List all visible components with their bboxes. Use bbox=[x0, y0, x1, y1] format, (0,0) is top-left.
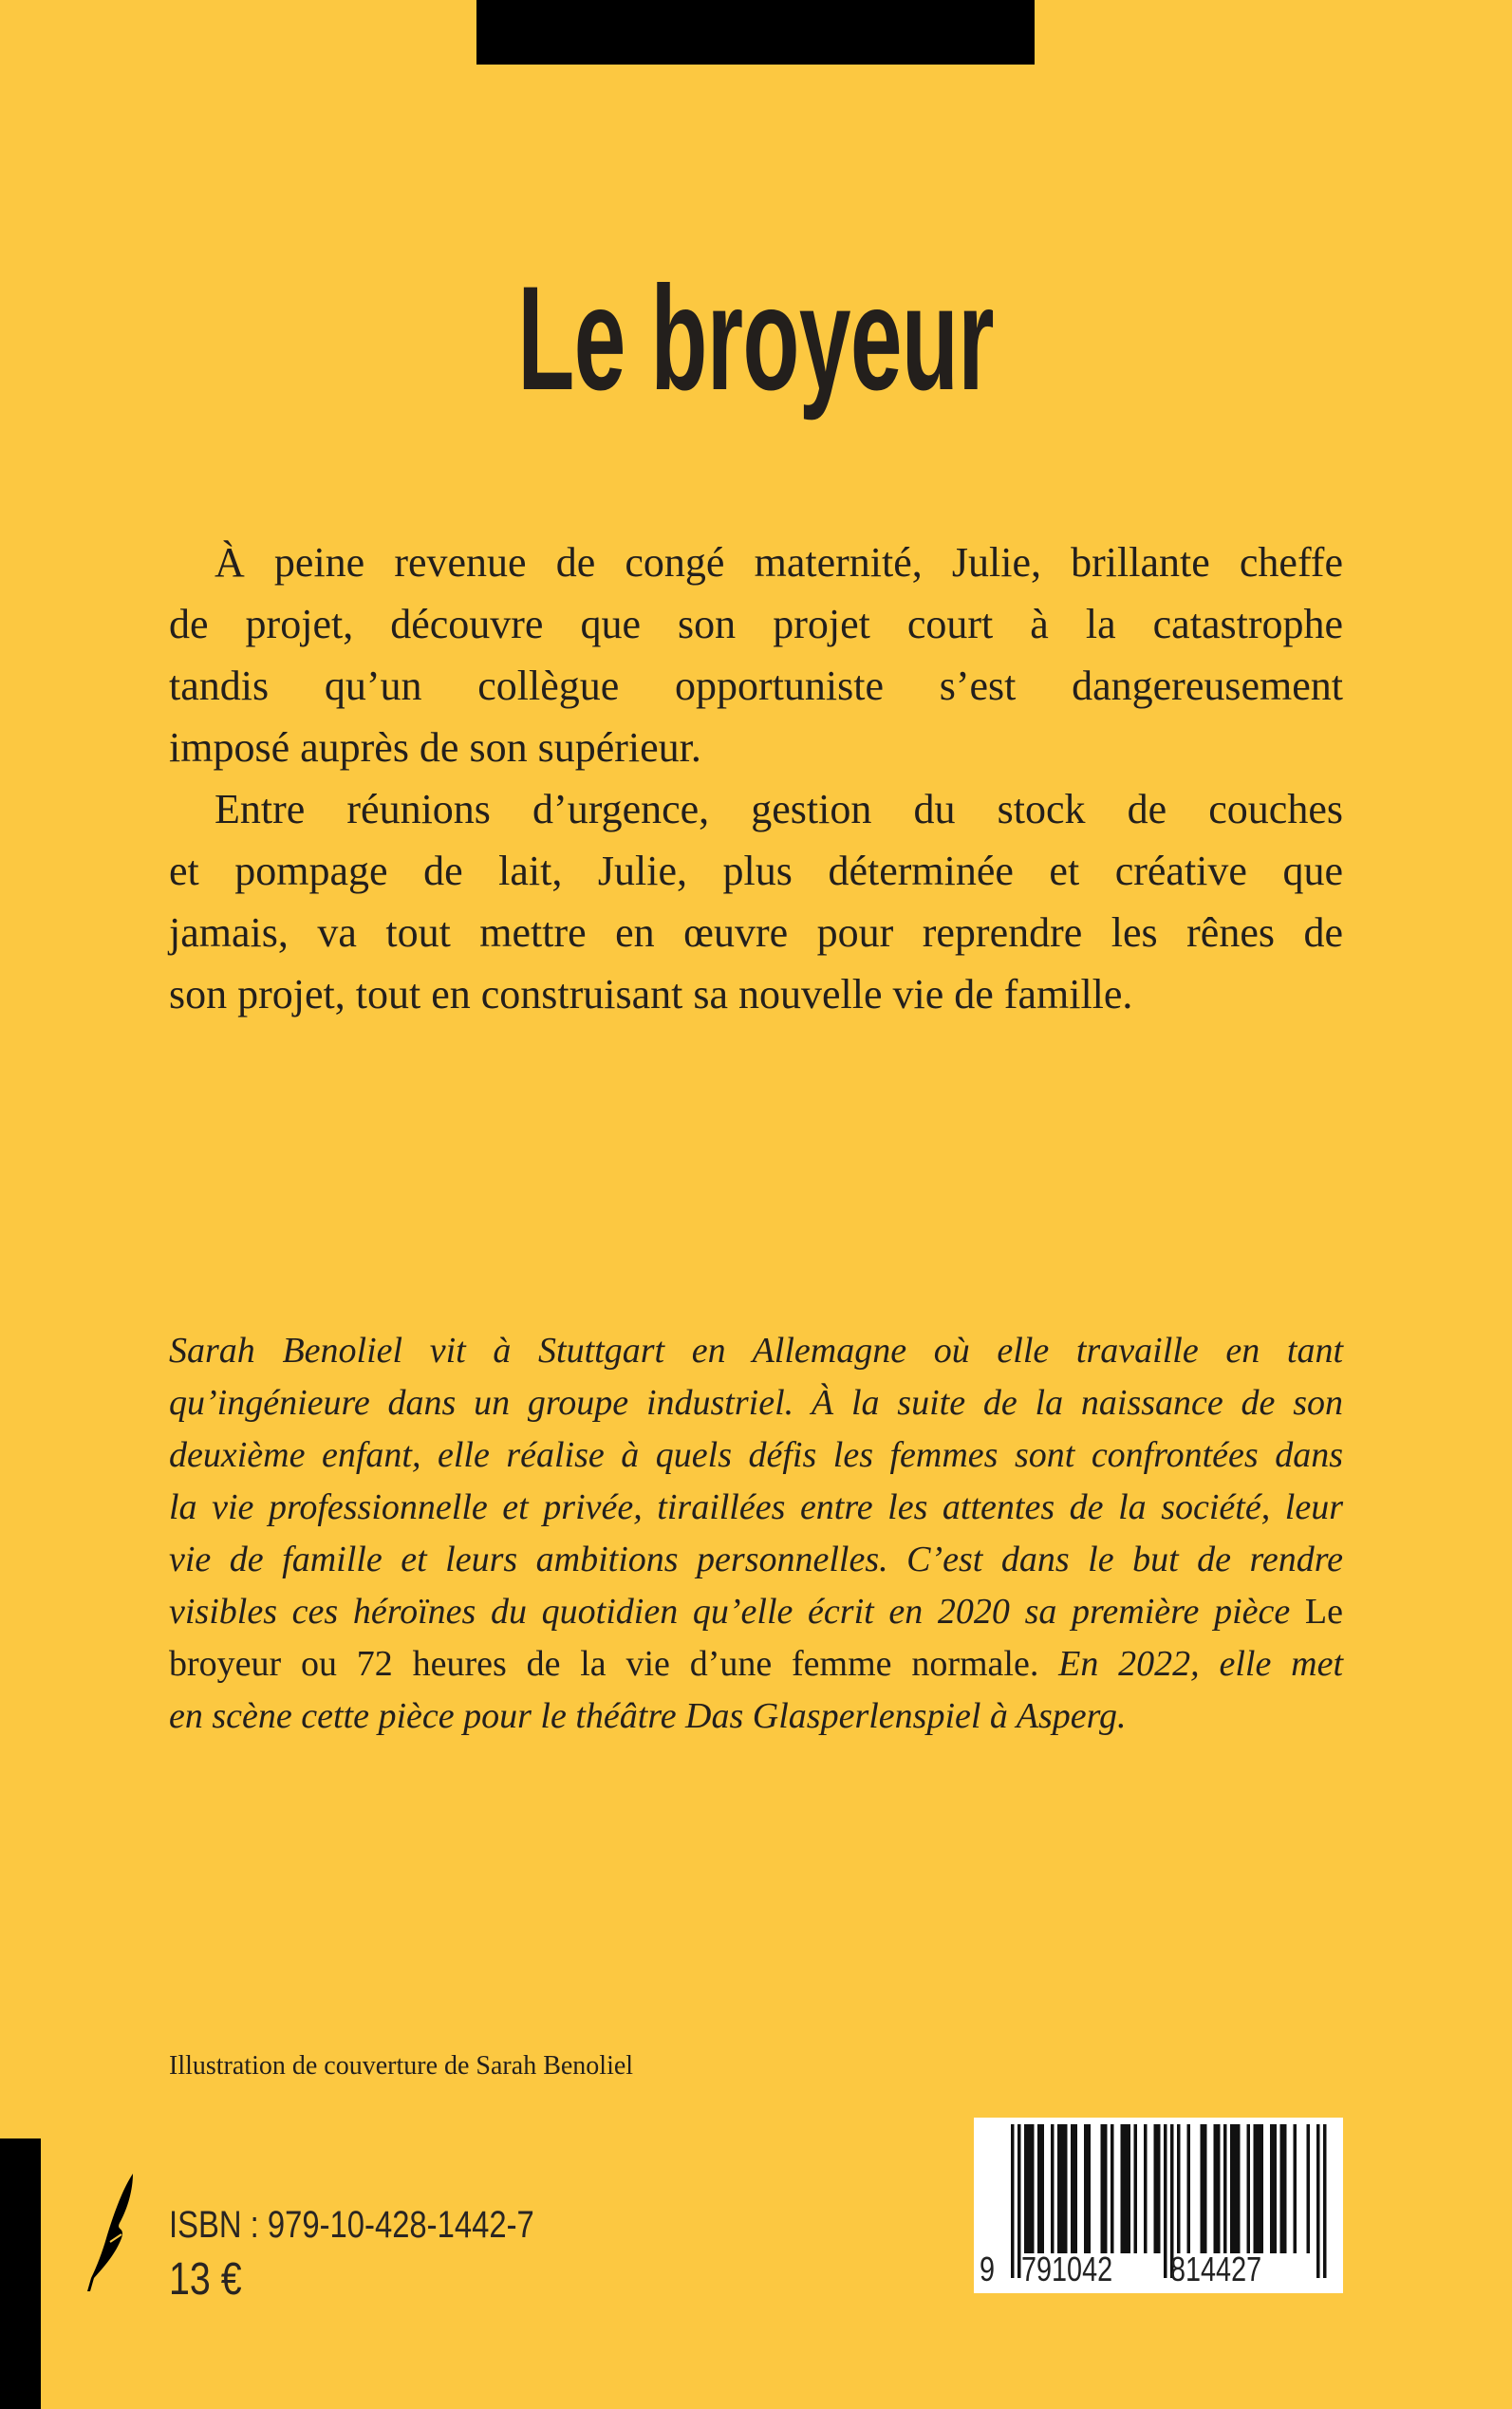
bio-line: qu’ingénieure dans un groupe industriel. À la suite de la naissance de son bbox=[169, 1383, 1343, 1423]
barcode-bar bbox=[1124, 2124, 1128, 2253]
blurb-line: de projet, découvre que son projet court à la catastrophe bbox=[169, 601, 1343, 647]
barcode-bar bbox=[1154, 2124, 1158, 2253]
bio-line bbox=[169, 1638, 1343, 1690]
barcode-bar bbox=[1201, 2124, 1204, 2253]
bio-italic-text: En 2022, elle met bbox=[1058, 1644, 1343, 1684]
barcode-bar bbox=[1011, 2124, 1015, 2278]
barcode-bar bbox=[1074, 2124, 1078, 2253]
barcode-bar bbox=[1323, 2124, 1327, 2278]
bio-line: Sarah Benoliel vit à Stuttgart en Allemagne où elle travaille en tant bbox=[169, 1331, 1343, 1371]
barcode-bar bbox=[1031, 2124, 1035, 2253]
barcode-bar bbox=[1101, 2124, 1105, 2253]
barcode-bar bbox=[1134, 2124, 1138, 2253]
bio-line bbox=[169, 1586, 1343, 1638]
barcode-bar bbox=[1088, 2124, 1092, 2253]
barcode-bar bbox=[1177, 2124, 1181, 2253]
barcode-bar bbox=[1187, 2124, 1191, 2253]
book-title-text: Le broyeur bbox=[517, 256, 995, 421]
barcode-bar bbox=[1234, 2124, 1238, 2253]
barcode-bar bbox=[1064, 2124, 1068, 2253]
blurb-line: Entre réunions d’urgence, gestion du stock de couches bbox=[215, 786, 1343, 832]
barcode-bar bbox=[1084, 2124, 1088, 2253]
barcode-bar bbox=[1217, 2124, 1221, 2253]
barcode-bar bbox=[1214, 2124, 1218, 2253]
blurb-line: tandis qu’un collègue opportuniste s’est dangereusement bbox=[169, 663, 1343, 709]
book-title bbox=[0, 249, 1512, 429]
barcode-bar bbox=[1237, 2124, 1241, 2253]
play-title-part: Le bbox=[1304, 1592, 1343, 1632]
barcode-bar bbox=[1024, 2124, 1028, 2253]
blurb bbox=[169, 532, 1343, 1025]
barcode-bar bbox=[1247, 2124, 1251, 2253]
bio-italic-text: visibles ces héroïnes du quotidien qu’elle écrit en 2020 sa première pièce bbox=[169, 1592, 1291, 1632]
play-title-part: broyeur ou 72 heures de la vie d’une femme normale. bbox=[169, 1644, 1039, 1684]
barcode-bar bbox=[1144, 2124, 1148, 2253]
barcode-bar bbox=[1157, 2124, 1161, 2253]
blurb-line: À peine revenue de congé maternité, Julie, brillante cheffe bbox=[215, 539, 1343, 586]
feather-icon bbox=[84, 2172, 137, 2293]
bio-line: vie de famille et leurs ambitions personnelles. C’est dans le but de rendre bbox=[169, 1540, 1343, 1579]
barcode-bar bbox=[1254, 2124, 1258, 2253]
barcode-bar bbox=[1257, 2124, 1260, 2253]
barcode-bar bbox=[1280, 2124, 1284, 2253]
barcode-bar bbox=[1051, 2124, 1055, 2253]
barcode-bar bbox=[1270, 2124, 1274, 2253]
barcode-bar bbox=[1260, 2124, 1264, 2253]
barcode-bar bbox=[1037, 2124, 1041, 2253]
bio-line: en scène cette pièce pour le théâtre Das Glasperlenspiel à Asperg. bbox=[169, 1696, 1127, 1736]
barcode-bar bbox=[1307, 2124, 1311, 2253]
barcode bbox=[974, 2118, 1343, 2293]
barcode-bar bbox=[1104, 2124, 1108, 2253]
bio-line: la vie professionnelle et privée, tiraillées entre les attentes de la société, leur bbox=[169, 1487, 1343, 1527]
barcode-bar bbox=[1274, 2124, 1278, 2253]
barcode-bar bbox=[1017, 2124, 1021, 2278]
blurb-line: son projet, tout en construisant sa nouvelle vie de famille. bbox=[169, 971, 1133, 1018]
price: 13 € bbox=[169, 2254, 242, 2305]
blurb-line: jamais, va tout mettre en œuvre pour reprendre les rênes de bbox=[169, 909, 1343, 956]
barcode-left-digits: 791042 bbox=[1021, 2250, 1113, 2288]
barcode-bar bbox=[1111, 2124, 1114, 2253]
barcode-bar bbox=[1028, 2124, 1032, 2253]
illustration-credit: Illustration de couverture de Sarah Benoliel bbox=[169, 2051, 634, 2081]
barcode-first-digit: 9 bbox=[980, 2250, 996, 2288]
barcode-bar bbox=[1041, 2124, 1045, 2253]
barcode-bar bbox=[1061, 2124, 1065, 2253]
top-black-band bbox=[476, 0, 1035, 65]
bio-line: deuxième enfant, elle réalise à quels défis les femmes sont confrontées dans bbox=[169, 1435, 1343, 1475]
barcode-bar bbox=[1283, 2124, 1287, 2253]
left-black-band bbox=[0, 2138, 41, 2409]
barcode-right-digits: 814427 bbox=[1170, 2250, 1262, 2288]
barcode-bar bbox=[1057, 2124, 1061, 2253]
barcode-bar bbox=[1230, 2124, 1234, 2253]
barcode-bar bbox=[1316, 2124, 1320, 2278]
author-bio bbox=[169, 1325, 1343, 1743]
isbn: ISBN : 979-10-428-1442-7 bbox=[169, 2204, 534, 2246]
blurb-line: et pompage de lait, Julie, plus déterminée et créative que bbox=[169, 848, 1343, 894]
barcode-bar bbox=[1294, 2124, 1297, 2253]
barcode-bar bbox=[1128, 2124, 1131, 2253]
barcode-bar bbox=[1071, 2124, 1074, 2253]
barcode-bar bbox=[1121, 2124, 1125, 2253]
barcode-bar bbox=[1204, 2124, 1207, 2253]
barcode-bar bbox=[1223, 2124, 1227, 2253]
blurb-line: imposé auprès de son supérieur. bbox=[169, 724, 701, 771]
barcode-bar bbox=[1164, 2124, 1167, 2278]
